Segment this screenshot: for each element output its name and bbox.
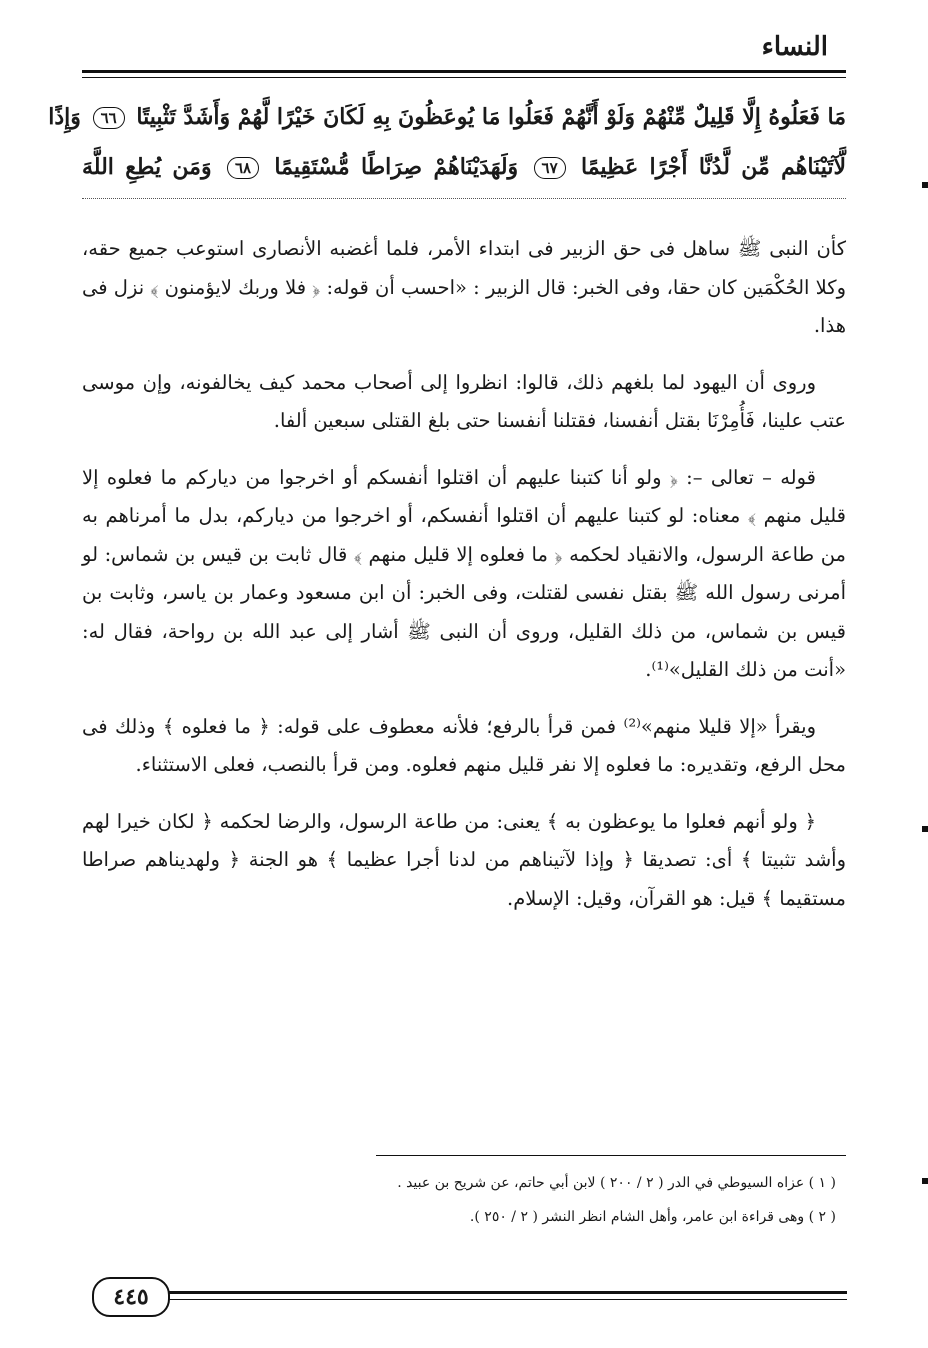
footer-rule-thick	[162, 1291, 847, 1294]
verse-text: وَإِذًا	[48, 104, 81, 130]
page-number: ٤٤٥	[92, 1277, 170, 1317]
paragraph: قوله – تعالى –: ﴿ ولو أنا كتبنا عليهم أن اقتلوا أنفسكم أو اخرجوا من دياركم ما فعلوه إلا قليل منهم ﴾ معناه: لو كتبنا عليهم أن اقتلوا أنفسكم، أو اخرجوا من دياركم، بدل ما أمرناهم به من طاعة الرسول، والانقياد لحكمه ﴿ ما فعلوه إلا قليل منهم ﴾ قال ثابت بن قيس بن شماس: لو أمرنى رسول الله ﷺ بقتل نفسى لقتلت، وفى الخبر: أن ابن مسعود وعمار بن ياسر، وثابت بن قيس بن شماس، من ذلك القليل، وروى أن النبى ﷺ أشار إلى عبد الله بن رواحة، فقال له: «أنت من ذلك القليل»⁽¹⁾.	[82, 465, 846, 681]
ayah-number-marker: ٦٧	[534, 157, 566, 179]
verse-text: لَّآتَيْنَاهُم مِّن لَّدُنَّا أَجْرًا عَظِيمًا	[580, 154, 846, 180]
ayah-number-marker: ٦٨	[227, 157, 259, 179]
footnotes	[82, 1166, 836, 1234]
page-footer	[92, 1275, 847, 1315]
verse-text: وَلَهَدَيْنَاهُمْ صِرَاطًا مُّسْتَقِيمًا	[274, 154, 519, 180]
paragraph: ويقرأ «إلا قليلا منهم»⁽²⁾ فمن قرأ بالرفع؛ فلأنه معطوف على قوله: ﴿ ما فعلوه ﴾ وذلك فى محل الرفع، وتقديره: ما فعلوه إلا نفر قليل منهم فعلوه. ومن قرأ بالنصب، فعلى الاستثناء.	[82, 714, 846, 776]
footer-rule-thin	[162, 1299, 847, 1300]
surah-title: النساء	[761, 32, 828, 62]
verse-text: وَمَن يُطِعِ اللَّهَ	[82, 154, 212, 180]
paragraph: وروى أن اليهود لما بلغهم ذلك، قالوا: انظروا إلى أصحاب محمد كيف يخالفونه، وإن موسى عتب علينا، فَأُمِرْنَا بقتل أنفسنا، فقتلنا أنفسنا حتى بلغ القتلى سبعين ألفا.	[82, 370, 846, 432]
footnote-rule	[376, 1155, 846, 1156]
quran-verses	[48, 92, 846, 192]
quran-line	[82, 142, 846, 192]
footnote: ( ١ ) عزاه السيوطي في الدر ( ٢ / ٢٠٠ ) لابن أبي حاتم، عن شريح بن عبيد .	[397, 1175, 836, 1191]
verse-separator	[82, 198, 846, 199]
paragraph: كأن النبى ﷺ ساهل فى حق الزبير فى ابتداء الأمر، فلما أغضبه الأنصارى استوعب جميع حقه، وكلا الحُكْمَين كان حقا، وفى الخبر: قال الزبير : «احسب أن قوله: ﴿ فلا وربك لايؤمنون ﴾ نزل فى هذا.	[82, 237, 846, 337]
ayah-number-marker: ٦٦	[93, 107, 125, 129]
verse-text: مَا فَعَلُوهُ إِلَّا قَلِيلٌ مِّنْهُمْ وَلَوْ أَنَّهُمْ فَعَلُوا مَا يُوعَظُونَ بِهِ لَكَانَ خَيْرًا لَّهُمْ وَأَشَدَّ تَثْبِيتًا	[136, 104, 846, 130]
scan-mark	[922, 826, 928, 832]
header-rule-thick	[82, 70, 846, 73]
scan-mark	[922, 1178, 928, 1184]
commentary-body	[82, 230, 846, 936]
quran-line	[48, 92, 846, 142]
footnote: ( ٢ ) وهى قراءة ابن عامر، وأهل الشام انظر النشر ( ٢ / ٢٥٠ ).	[469, 1209, 836, 1225]
scan-mark	[922, 182, 928, 188]
header-rule-thin	[82, 77, 846, 78]
paragraph: ﴿ ولو أنهم فعلوا ما يوعظون به ﴾ يعنى: من طاعة الرسول، والرضا لحكمه ﴿ لكان خيرا لهم وأشد تثبيتا ﴾ أى: تصديقا ﴿ وإذا لآتيناهم من لدنا أجرا عظيما ﴾ هو الجنة ﴿ ولهديناهم صراطا مستقيما ﴾ قيل: هو القرآن، وقيل: الإسلام.	[82, 809, 846, 910]
